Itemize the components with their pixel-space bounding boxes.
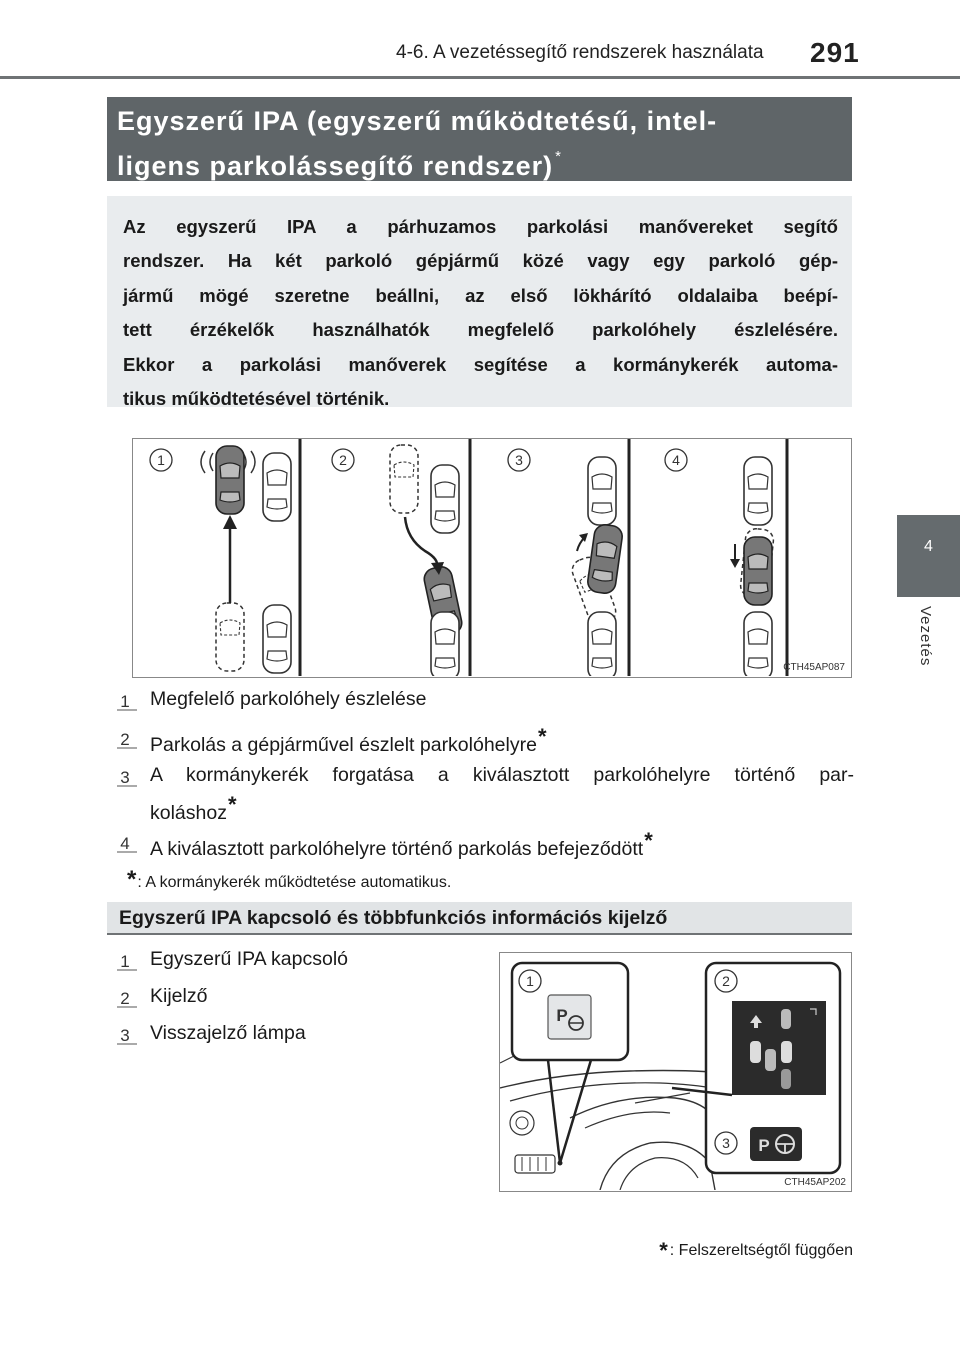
callout-3 <box>715 1132 737 1154</box>
svg-text:3: 3 <box>515 452 523 468</box>
step-number-3 <box>113 765 137 787</box>
svg-text:P: P <box>556 1006 568 1025</box>
svg-text:3: 3 <box>722 1135 730 1151</box>
component-number-3 <box>113 1023 137 1045</box>
component-text-1: Egyszerű IPA kapcsoló <box>150 948 348 970</box>
header-divider <box>0 76 960 79</box>
step-text-2-body: Parkolás a gépjárművel észlelt parkolóhelyre <box>150 734 537 756</box>
title-marker: * <box>555 148 562 165</box>
switch-display-figure <box>499 952 852 1192</box>
callout-2 <box>715 970 737 992</box>
svg-text:4: 4 <box>672 452 680 468</box>
intro-paragraph <box>107 196 852 410</box>
bottom-note-text: : Felszereltségtől függően <box>669 1242 853 1259</box>
svg-text:3: 3 <box>120 1026 130 1045</box>
step-text-3: A kormánykerék forgatása a kiválasztott parkolóhelyre történő par- <box>150 764 854 786</box>
component-number-2 <box>113 986 137 1008</box>
multi-info-display <box>732 1001 826 1095</box>
chapter-label-wrap <box>917 606 941 686</box>
svg-text:2: 2 <box>120 730 130 749</box>
svg-text:2: 2 <box>722 973 730 989</box>
automatic-steering-footnote <box>126 866 451 894</box>
intro-line: jármű mögé szeretne beállni, az első lökhárító oldalaiba beépí- <box>123 284 838 306</box>
step-text-2 <box>150 724 547 758</box>
intro-line: tikus működtetésével történik. <box>123 388 390 410</box>
intro-line: Ekkor a parkolási manőverek segítése a kormánykerék automa- <box>123 353 838 375</box>
component-text-3: Visszajelző lámpa <box>150 1022 306 1044</box>
step-2-star: * <box>537 724 547 749</box>
chapter-tab <box>897 515 960 597</box>
dashboard-illustration <box>500 953 850 1190</box>
step-4-star: * <box>644 828 653 853</box>
chapter-label: Vezetés <box>917 606 934 667</box>
figure1-code: CTH45AP087 <box>783 662 845 673</box>
title-line-2 <box>117 139 842 184</box>
bottom-note-star: * <box>659 1238 668 1263</box>
svg-text:1: 1 <box>157 452 165 468</box>
step-text-4-body: A kiválasztott parkolóhelyre történő parkolás befejeződött <box>150 838 644 860</box>
section-header: 4-6. A vezetéssegítő rendszerek használata <box>396 42 764 63</box>
step-number-2 <box>113 727 137 749</box>
component-number-1 <box>113 949 137 971</box>
intro-line: rendszer. Ha két parkoló gépjármű közé vagy egy parkoló gép- <box>123 250 838 272</box>
svg-text:2: 2 <box>120 989 130 1008</box>
svg-text:1: 1 <box>526 973 534 989</box>
step-4-label <box>665 449 687 471</box>
page-number: 291 <box>810 37 860 68</box>
footnote-star: * <box>127 866 137 893</box>
title-line-2-text: ligens parkolássegítő rendszer) <box>117 151 554 181</box>
intro-line: tett érzékelők használhatók megfelelő parkolóhely észlelésére. <box>123 319 838 341</box>
step-3-star: * <box>227 792 237 817</box>
figure2-code: CTH45AP202 <box>784 1177 846 1188</box>
svg-text:2: 2 <box>339 452 347 468</box>
svg-text:P: P <box>758 1136 770 1155</box>
parking-sequence-figure <box>132 438 852 678</box>
section-subheading: Egyszerű IPA kapcsoló és többfunkciós információs kijelző <box>107 902 852 935</box>
step-text-4 <box>150 828 653 862</box>
step-text-3-body: koláshoz <box>150 802 227 824</box>
step-number-1 <box>113 689 137 711</box>
svg-text:4: 4 <box>120 834 130 853</box>
step-1-label <box>150 449 172 471</box>
callout-1 <box>519 970 541 992</box>
component-text-2: Kijelző <box>150 985 208 1007</box>
intro-line: Az egyszerű IPA a párhuzamos parkolási manővereket segítő <box>123 216 838 237</box>
chapter-number: 4 <box>924 538 933 555</box>
page-title <box>107 97 852 181</box>
svg-text:1: 1 <box>120 692 130 711</box>
step-number-4 <box>113 831 137 853</box>
svg-text:3: 3 <box>120 768 130 787</box>
ipa-switch-icon <box>548 995 591 1039</box>
title-line-1: Egyszerű IPA (egyszerű működtetésű, intel- <box>117 106 718 136</box>
parking-sequence-illustration <box>133 439 850 676</box>
equipment-footnote <box>658 1238 853 1264</box>
step-text-1: Megfelelő parkolóhely észlelése <box>150 688 427 710</box>
step-text-3-cont <box>150 792 237 826</box>
svg-text:1: 1 <box>120 952 130 971</box>
step-3-label <box>508 449 530 471</box>
step-2-label <box>332 449 354 471</box>
footnote-text: : A kormánykerék működtetése automatikus. <box>137 874 452 891</box>
